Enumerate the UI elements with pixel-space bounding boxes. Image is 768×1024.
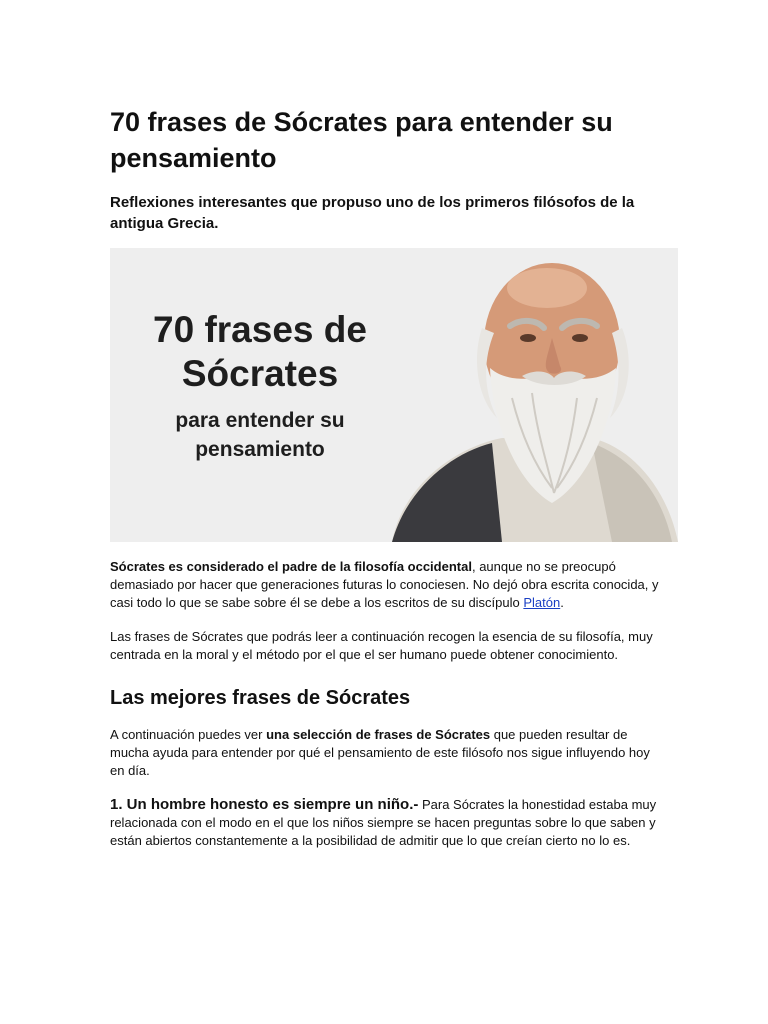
quote-item — [110, 796, 662, 850]
hero-title — [110, 308, 410, 396]
quote-title: 1. Un hombre honesto es siempre un niño.- — [110, 796, 419, 813]
paragraph-2: Las frases de Sócrates que podrás leer a continuación recogen la esencia de su filosofía, muy centrada en la moral y el método por el que el ser humano puede obtener conocimiento. — [110, 629, 653, 662]
intro-bold: Sócrates es considerado el padre de la filosofía occidental — [110, 559, 472, 574]
hero-title-line2: Sócrates — [181, 353, 339, 394]
section-intro-bold: una selección de frases de Sócrates — [266, 727, 491, 742]
section-intro — [110, 726, 662, 780]
quote-text: Para Sócrates la honestidad estaba muy relacionada con el modo en el que los niños siempre se hacen preguntas sobre lo que saben y están abiertos constantemente a la posibilidad de admitir que lo que creían cierto no lo es. — [110, 797, 657, 848]
article-subtitle: Reflexiones interesantes que propuso uno de los primeros filósofos de la antigua Grecia. — [110, 194, 635, 232]
hero-sub-line1: para entender su — [175, 409, 345, 432]
hero-subtitle — [110, 406, 410, 464]
platon-link[interactable]: Platón — [523, 595, 561, 610]
article-title: 70 frases de Sócrates para entender su pensamiento — [110, 107, 613, 173]
hero-sub-line2: pensamiento — [195, 438, 325, 461]
section-heading: Las mejores frases de Sócrates — [110, 687, 411, 709]
section-intro-end: que pueden resultar de mucha ayuda para entender por qué el pensamiento de este filósofo nos sigue influyendo hoy en día. — [110, 727, 650, 778]
hero-title-line1: 70 frases de — [153, 309, 367, 350]
article — [110, 104, 680, 850]
intro-end: . — [560, 595, 564, 610]
intro-paragraph — [110, 558, 662, 612]
intro-rest: , aunque no se preocupó demasiado por hacer que generaciones futuras lo conociesen. No dejó obra escrita conocida, y casi todo lo que se sabe sobre él se debe a los escritos de su discípulo — [110, 559, 659, 610]
hero-image — [110, 248, 678, 542]
section-intro-start: A continuación puedes ver — [110, 727, 267, 742]
socrates-bust-illustration — [382, 248, 678, 542]
